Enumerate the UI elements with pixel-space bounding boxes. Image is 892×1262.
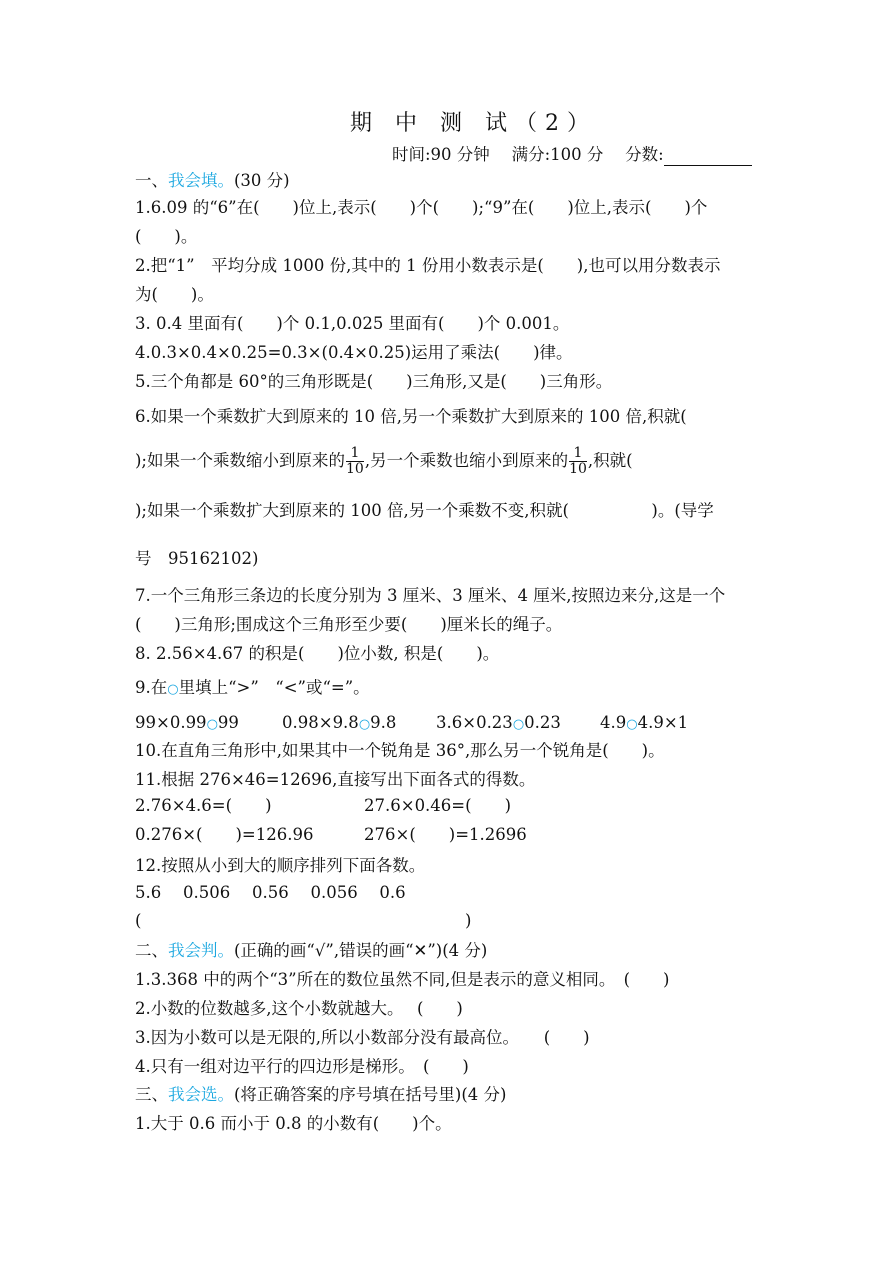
q9-item bbox=[600, 712, 688, 736]
fraction-one-tenth bbox=[569, 446, 587, 477]
score-label: 分数: bbox=[625, 145, 664, 164]
q9-text-b: 里填上“>” “<”或“=”。 bbox=[178, 678, 370, 697]
question-7-line-2: ( )三角形;围成这个三角形至少要( )厘米长的绳子。 bbox=[135, 615, 563, 634]
fraction-denominator: 10 bbox=[569, 461, 587, 477]
question-6-line-3: );如果一个乘数扩大到原来的 100 倍,另一个乘数不变,积就( )。(导学 bbox=[135, 501, 714, 520]
question-2-line-1: 2.把“1” 平均分成 1000 份,其中的 1 份用小数表示是( ),也可以用分数表示 bbox=[135, 256, 721, 275]
question-6-line-2 bbox=[135, 446, 633, 477]
judge-3: 3.因为小数可以是无限的,所以小数部分没有最高位。 ( ) bbox=[135, 1028, 590, 1047]
question-9-prompt bbox=[135, 677, 370, 701]
q11-part: 2.76×4.6=( ) bbox=[135, 796, 272, 815]
circle-icon: ○ bbox=[512, 717, 525, 732]
q12-numbers: 5.6 0.506 0.56 0.056 0.6 bbox=[135, 883, 406, 902]
exam-info bbox=[392, 144, 752, 166]
q9-left: 4.9 bbox=[600, 713, 627, 732]
q6-text-a: );如果一个乘数缩小到原来的 bbox=[135, 451, 345, 470]
q9-left: 3.6×0.23 bbox=[436, 713, 513, 732]
score-blank bbox=[664, 149, 752, 166]
question-8: 8. 2.56×4.67 的积是( )位小数, 积是( )。 bbox=[135, 644, 500, 663]
fraction-numerator: 1 bbox=[569, 446, 587, 462]
page-title: 期 中 测 试（2） bbox=[350, 111, 597, 136]
section-points: (将正确答案的序号填在括号里)(4 分) bbox=[234, 1085, 507, 1104]
fraction-denominator: 10 bbox=[346, 461, 364, 477]
section-name: 我会判。 bbox=[168, 941, 234, 960]
q9-right: 0.23 bbox=[524, 713, 561, 732]
question-6-line-4: 号 95162102) bbox=[135, 549, 259, 568]
question-11: 11.根据 276×46=12696,直接写出下面各式的得数。 bbox=[135, 770, 536, 789]
q9-text-a: 9.在 bbox=[135, 678, 168, 697]
q9-right: 9.8 bbox=[370, 713, 397, 732]
q12-answer-open: ( bbox=[135, 911, 142, 930]
q9-left: 99×0.99 bbox=[135, 713, 207, 732]
choice-1: 1.大于 0.6 而小于 0.8 的小数有( )个。 bbox=[135, 1114, 452, 1133]
q11-part: 27.6×0.46=( ) bbox=[364, 796, 512, 815]
q9-item bbox=[436, 712, 561, 736]
question-1-line-1: 1.6.09 的“6”在( )位上,表示( )个( );“9”在( )位上,表示( )个 bbox=[135, 198, 708, 217]
question-7-line-1: 7.一个三角形三条边的长度分别为 3 厘米、3 厘米、4 厘米,按照边来分,这是一个 bbox=[135, 586, 726, 605]
q9-right: 99 bbox=[217, 713, 239, 732]
section-1-heading bbox=[135, 170, 290, 192]
q9-right: 4.9×1 bbox=[637, 713, 689, 732]
section-name: 我会填。 bbox=[168, 171, 234, 190]
question-4: 4.0.3×0.4×0.25=0.3×(0.4×0.25)运用了乘法( )律。 bbox=[135, 343, 573, 362]
q6-text-c: ,积就( bbox=[587, 451, 633, 470]
q6-text-b: ,另一个乘数也缩小到原来的 bbox=[364, 451, 569, 470]
q11-part: 276×( )=1.2696 bbox=[364, 825, 527, 844]
fraction-numerator: 1 bbox=[346, 446, 364, 462]
q9-item bbox=[135, 712, 239, 736]
fraction-one-tenth bbox=[346, 446, 364, 477]
circle-icon: ○ bbox=[167, 682, 179, 697]
section-2-heading bbox=[135, 940, 487, 962]
section-number: 三、 bbox=[135, 1085, 168, 1104]
question-12: 12.按照从小到大的顺序排列下面各数。 bbox=[135, 856, 426, 875]
circle-icon: ○ bbox=[206, 717, 218, 732]
section-number: 二、 bbox=[135, 941, 168, 960]
question-10: 10.在直角三角形中,如果其中一个锐角是 36°,那么另一个锐角是( )。 bbox=[135, 741, 665, 760]
question-6-line-1: 6.如果一个乘数扩大到原来的 10 倍,另一个乘数扩大到原来的 100 倍,积就( bbox=[135, 407, 687, 426]
circle-icon: ○ bbox=[626, 717, 638, 732]
judge-4: 4.只有一组对边平行的四边形是梯形。 ( ) bbox=[135, 1057, 469, 1076]
full-score: 满分:100 分 bbox=[511, 145, 604, 164]
q9-item bbox=[282, 712, 396, 736]
time-limit: 时间:90 分钟 bbox=[392, 145, 490, 164]
section-points: (30 分) bbox=[234, 171, 290, 190]
judge-2: 2.小数的位数越多,这个小数就越大。 ( ) bbox=[135, 999, 463, 1018]
judge-1: 1.3.368 中的两个“3”所在的数位虽然不同,但是表示的意义相同。 ( ) bbox=[135, 970, 670, 989]
question-1-line-2: ( )。 bbox=[135, 227, 198, 246]
question-2-line-2: 为( )。 bbox=[135, 285, 214, 304]
section-3-heading bbox=[135, 1084, 507, 1106]
circle-icon: ○ bbox=[358, 717, 371, 732]
section-name: 我会选。 bbox=[168, 1085, 234, 1104]
section-points: (正确的画“√”,错误的画“✕”)(4 分) bbox=[234, 941, 488, 960]
section-number: 一、 bbox=[135, 171, 168, 190]
question-3: 3. 0.4 里面有( )个 0.1,0.025 里面有( )个 0.001。 bbox=[135, 314, 570, 333]
q12-answer-close: ) bbox=[465, 911, 472, 930]
question-5: 5.三个角都是 60°的三角形既是( )三角形,又是( )三角形。 bbox=[135, 372, 613, 391]
q11-part: 0.276×( )=126.96 bbox=[135, 825, 314, 844]
q9-left: 0.98×9.8 bbox=[282, 713, 359, 732]
